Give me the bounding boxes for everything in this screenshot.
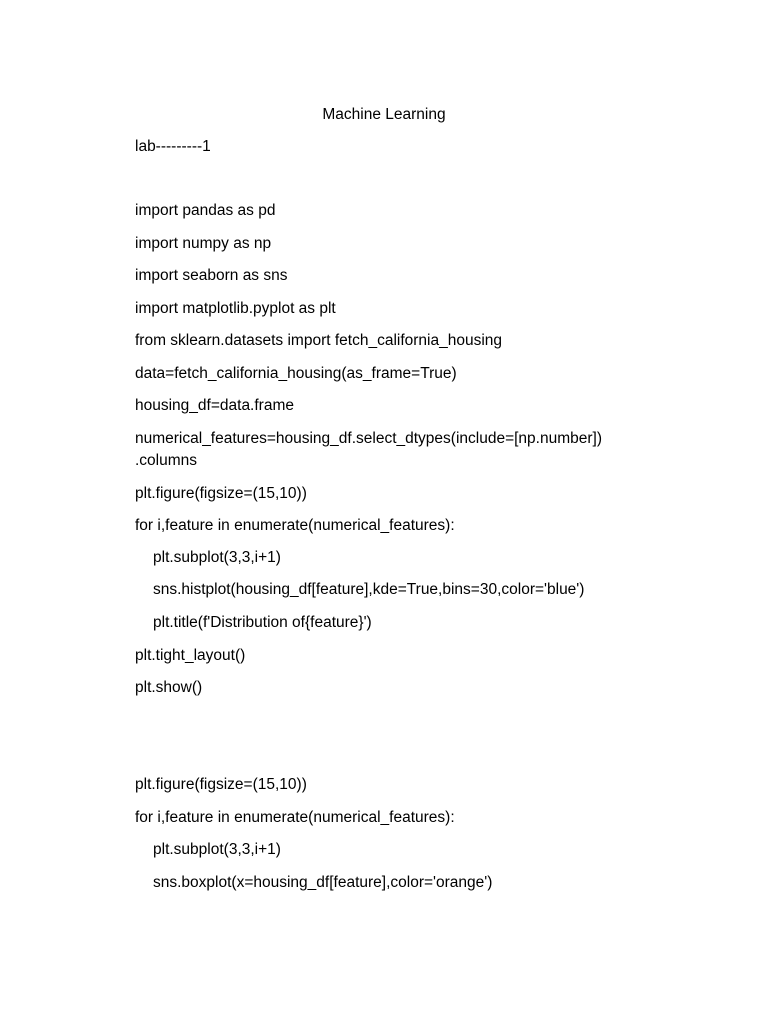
lab-heading: lab---------1 [135,138,211,155]
code-line: for i,feature in enumerate(numerical_features): [135,809,455,826]
code-line: data=fetch_california_housing(as_frame=True) [135,365,457,382]
code-line: plt.subplot(3,3,i+1) [153,841,281,858]
code-line: sns.boxplot(x=housing_df[feature],color='orange') [153,874,493,891]
code-line: plt.figure(figsize=(15,10)) [135,776,307,793]
code-line: plt.subplot(3,3,i+1) [153,549,281,566]
code-line: import pandas as pd [135,202,276,219]
code-line: import seaborn as sns [135,267,288,284]
code-line: import numpy as np [135,235,272,252]
code-line: for i,feature in enumerate(numerical_features): [135,517,455,534]
code-line: plt.show() [135,679,203,696]
code-line: import matplotlib.pyplot as plt [135,300,336,317]
code-line: plt.tight_layout() [135,647,246,664]
code-line: .columns [135,452,198,469]
code-line: sns.histplot(housing_df[feature],kde=True,bins=30,color='blue') [153,581,585,598]
code-line: housing_df=data.frame [135,397,294,414]
document-title: Machine Learning [322,106,446,123]
code-line: plt.figure(figsize=(15,10)) [135,485,307,502]
code-line: numerical_features=housing_df.select_dtypes(include=[np.number]) [135,430,603,447]
code-line: from sklearn.datasets import fetch_california_housing [135,332,503,349]
code-line: plt.title(f'Distribution of{feature}') [153,614,372,631]
